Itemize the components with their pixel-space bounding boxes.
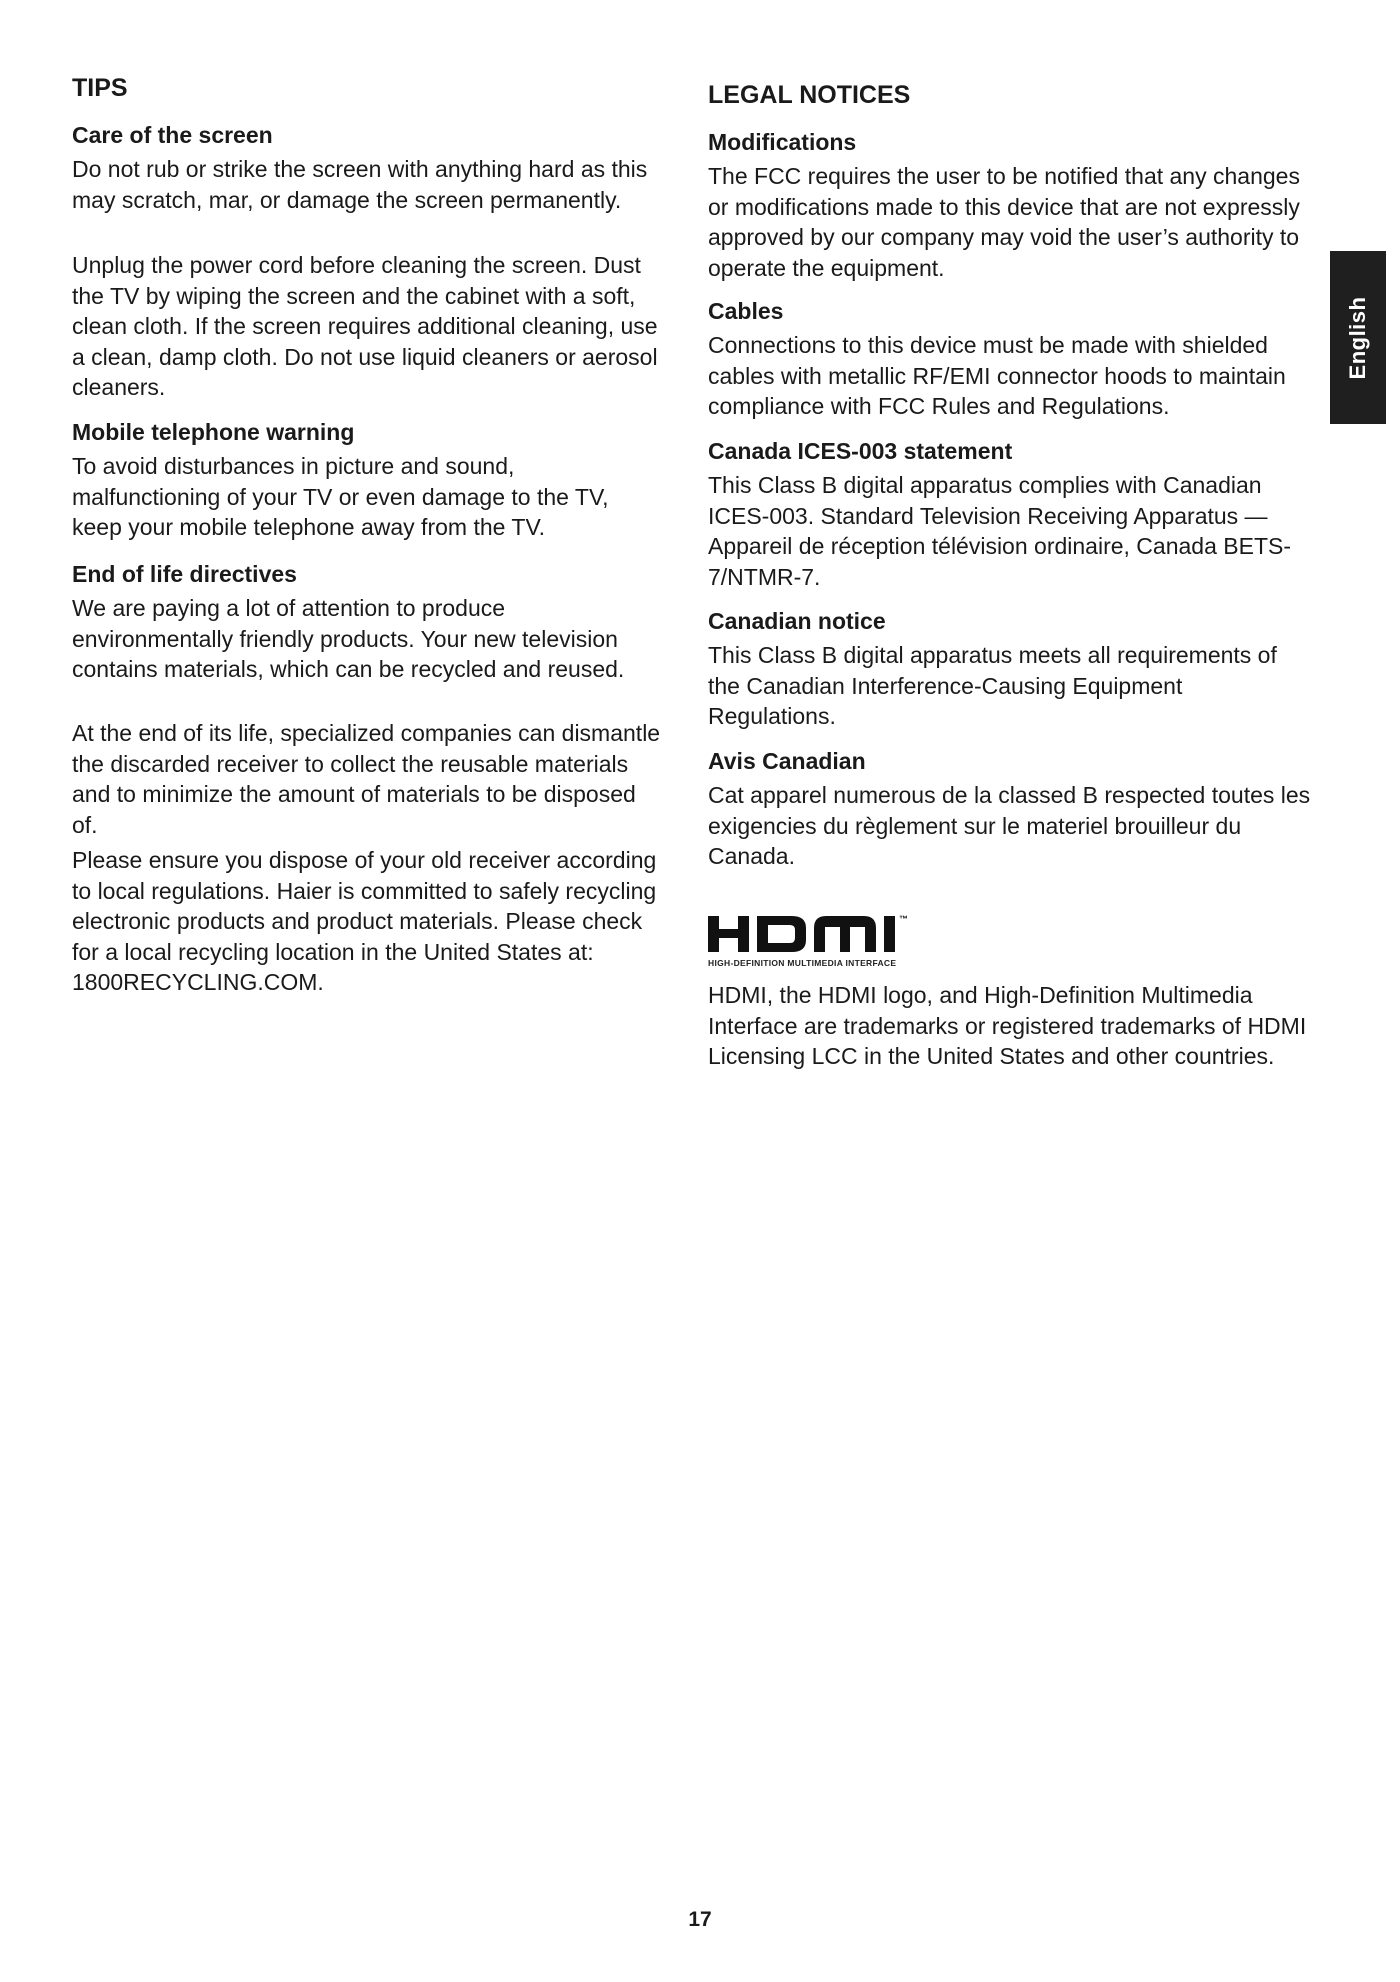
page-number: 17 xyxy=(688,1908,712,1931)
language-side-tab-label: English xyxy=(1345,296,1370,379)
care-screen-paragraph-1: Do not rub or strike the screen with anything hard as this may scratch, mar, or damage the screen permanently. xyxy=(72,156,648,213)
modifications-paragraph: The FCC requires the user to be notified that any changes or modifications made to this device that are not expressly approved by our company may void the user’s authority to operate the equipment. xyxy=(708,163,1300,281)
canadian-notice-paragraph: This Class B digital apparatus meets all requirements of the Canadian Interference-Causing Equipment Regulations. xyxy=(708,642,1277,729)
canadian-notice-heading: Canadian notice xyxy=(708,608,886,634)
hdmi-paragraph: HDMI, the HDMI logo, and High-Definition Multimedia Interface are trademarks or registered trademarks of HDMI Licensing LCC in the United States and other countries. xyxy=(708,982,1307,1069)
modifications-heading: Modifications xyxy=(708,129,857,155)
tips-title: TIPS xyxy=(72,74,128,102)
care-screen-paragraph-2: Unplug the power cord before cleaning the screen. Dust the TV by wiping the screen and the cabinet with a soft, clean cloth. If the screen requires additional cleaning, use a clean, damp cloth. Do not use liquid cleaners or aerosol cleaners. xyxy=(72,252,658,400)
canada-ices-paragraph: This Class B digital apparatus complies with Canadian ICES-003. Standard Television Receiving Apparatus — Appareil de réception télévision ordinaire, Canada BETS-7/NTMR-7. xyxy=(708,472,1291,590)
legal-title: LEGAL NOTICES xyxy=(708,81,911,109)
avis-canadian-paragraph: Cat apparel numerous de la classed B respected toutes les exigencies du règlement sur le materiel brouilleur du Canada. xyxy=(708,782,1311,869)
hdmi-logo-mark xyxy=(708,910,948,956)
hdmi-logo xyxy=(708,910,948,972)
mobile-warning-paragraph: To avoid disturbances in picture and sound, malfunctioning of your TV or even damage to the TV, keep your mobile telephone away from the TV. xyxy=(72,453,609,540)
mobile-warning-heading: Mobile telephone warning xyxy=(72,419,355,445)
hdmi-tm-mark: ™ xyxy=(899,914,908,924)
care-screen-heading: Care of the screen xyxy=(72,122,273,148)
hdmi-logo-tagline: HIGH-DEFINITION MULTIMEDIA INTERFACE xyxy=(708,958,897,968)
end-of-life-paragraph-2: At the end of its life, specialized companies can dismantle the discarded receiver to collect the reusable materials and to minimize the amount of materials to be disposed of. xyxy=(72,720,661,838)
end-of-life-paragraph-3: Please ensure you dispose of your old receiver according to local regulations. Haier is committed to safely recycling electronic products and product materials. Please check for a local recycling location in the United States at: 1800RECYCLING.COM. xyxy=(72,847,657,995)
end-of-life-paragraph-1: We are paying a lot of attention to produce environmentally friendly products. Your new television contains materials, which can be recycled and reused. xyxy=(72,595,625,682)
end-of-life-heading: End of life directives xyxy=(72,561,297,587)
cables-paragraph: Connections to this device must be made with shielded cables with metallic RF/EMI connector hoods to maintain compliance with FCC Rules and Regulations. xyxy=(708,332,1286,419)
cables-heading: Cables xyxy=(708,298,784,324)
language-side-tab xyxy=(1330,251,1386,424)
canada-ices-heading: Canada ICES-003 statement xyxy=(708,438,1013,464)
avis-canadian-heading: Avis Canadian xyxy=(708,748,866,774)
